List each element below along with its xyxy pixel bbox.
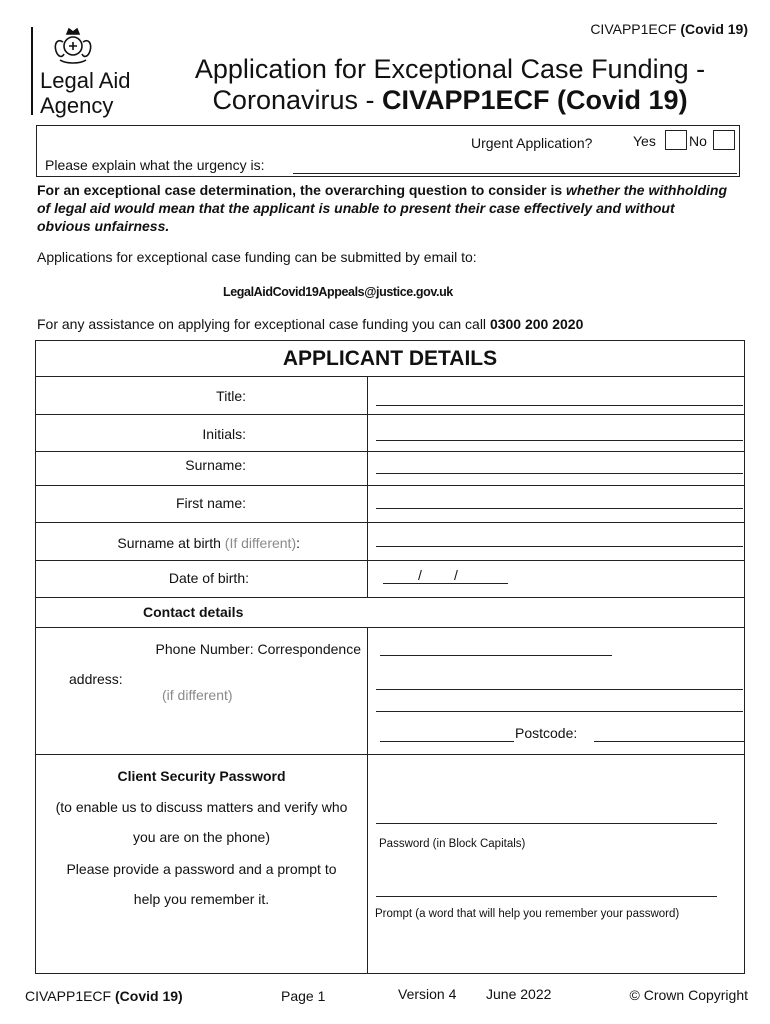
footer-page: Page 1 <box>281 988 326 1004</box>
urgency-explain-label: Please explain what the urgency is: <box>45 157 265 173</box>
first-name-label: First name: <box>175 495 246 511</box>
urgent-yes-label: Yes <box>633 133 656 149</box>
surname-field[interactable] <box>376 473 743 474</box>
dob-label: Date of birth: <box>168 570 249 586</box>
urgent-question: Urgent Application? <box>471 135 593 151</box>
address-line-2-field[interactable] <box>376 711 743 712</box>
footer-copyright: © Crown Copyright <box>629 987 748 1003</box>
contact-details-heading: Contact details <box>143 604 244 620</box>
footer-version: Version 4 <box>398 986 457 1002</box>
logo-divider <box>31 27 33 115</box>
security-line-2: you are on the phone) <box>133 829 270 845</box>
urgent-no-label: No <box>689 133 707 149</box>
applicant-heading: APPLICANT DETAILS <box>282 347 498 370</box>
determination-note: For an exceptional case determination, the overarching question to consider is whether the withholding of legal aid would mean that the applicant is unable to present their case effectively and without obvious unfairness. <box>37 182 728 234</box>
urgency-explain-field[interactable] <box>293 173 737 174</box>
urgent-no-checkbox[interactable] <box>713 130 735 150</box>
footer-form-code: CIVAPP1ECF (Covid 19) <box>25 988 183 1004</box>
organisation-name: Legal Aid Agency <box>40 68 131 118</box>
dob-field[interactable] <box>383 583 508 584</box>
surname-at-birth-label: Surname at birth (If different): <box>117 535 300 551</box>
password-field[interactable] <box>376 823 717 824</box>
applicant-details-table: APPLICANT DETAILS Title: Initials: Surname: First name: Surname at birth (If different): Date of birth: / / Contact details Phone Number: Correspondence address: (if different) Postcode: Client Security Password (to enable us to discuss matters and verify who you are on the phone) Please provide a password and a prompt to help you remember it. Password (in Block Capitals) Prompt (a word that will help you remember your password) <box>35 340 745 974</box>
address-line-3-field[interactable] <box>380 741 514 742</box>
phone-assistance: For any assistance on applying for exceptional case funding you can call 0300 200 2020 <box>37 316 584 332</box>
title-field[interactable] <box>376 405 743 406</box>
address-hint: (if different) <box>162 687 233 703</box>
prompt-caption: Prompt (a word that will help you remember your password) <box>375 908 680 920</box>
address-label: address: <box>69 671 123 687</box>
urgency-section <box>36 125 740 177</box>
address-line-1-field[interactable] <box>376 689 743 690</box>
page-title: Application for Exceptional Case Funding - Coronavirus - CIVAPP1ECF (Covid 19) <box>194 54 706 115</box>
password-caption: Password (in Block Capitals) <box>379 838 526 850</box>
phone-number-field[interactable] <box>380 655 612 656</box>
security-line-4: help you remember it. <box>133 891 270 907</box>
postcode-label: Postcode: <box>515 725 578 741</box>
security-line-3: Please provide a password and a prompt to <box>66 861 337 877</box>
prompt-field[interactable] <box>376 896 717 897</box>
form-reference: CIVAPP1ECF (Covid 19) <box>590 21 748 37</box>
email-address[interactable]: LegalAidCovid19Appeals@justice.gov.uk <box>223 285 453 299</box>
initials-label: Initials: <box>202 426 246 442</box>
phone-correspondence-label: Phone Number: Correspondence <box>155 641 361 657</box>
urgent-yes-checkbox[interactable] <box>665 130 687 150</box>
postcode-field[interactable] <box>594 741 744 742</box>
security-password-heading: Client Security Password <box>117 768 286 784</box>
footer-date: June 2022 <box>486 986 552 1002</box>
first-name-field[interactable] <box>376 508 743 509</box>
initials-field[interactable] <box>376 440 743 441</box>
title-label: Title: <box>216 388 246 404</box>
email-intro: Applications for exceptional case funding can be submitted by email to: <box>37 249 477 265</box>
surname-label: Surname: <box>185 457 246 473</box>
surname-at-birth-field[interactable] <box>376 546 743 547</box>
security-line-1: (to enable us to discuss matters and verify who <box>55 799 348 815</box>
royal-crest-icon <box>50 24 96 66</box>
